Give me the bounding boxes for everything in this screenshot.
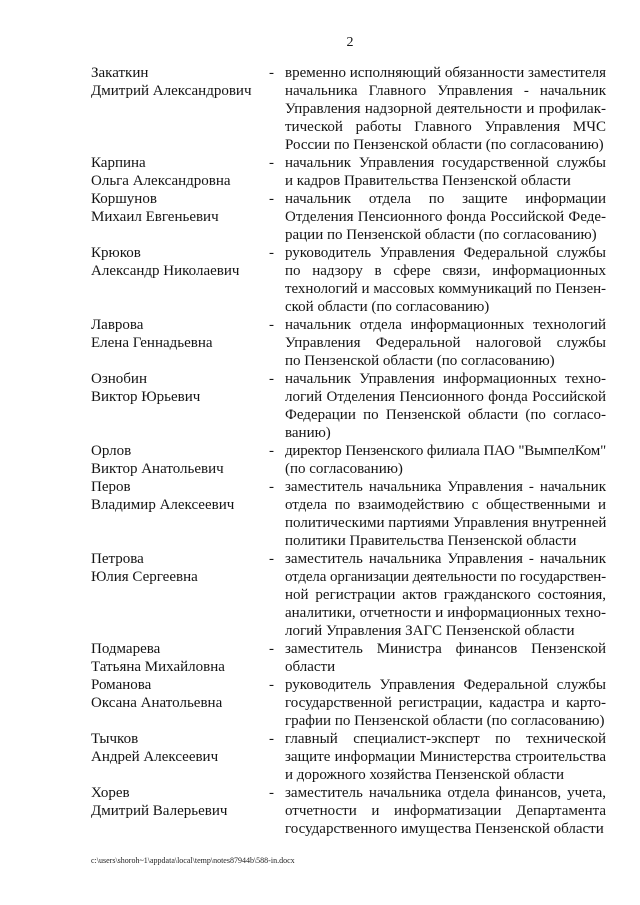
dash-separator: - bbox=[269, 479, 274, 495]
position-line: аналитики, отчетности и информационных техно- bbox=[285, 605, 606, 621]
member-position bbox=[285, 370, 606, 442]
position-line: рации по Пензенской области (по согласованию) bbox=[285, 227, 597, 243]
page-number: 2 bbox=[346, 35, 354, 50]
member-surname: Ознобин bbox=[91, 371, 147, 387]
member-entry bbox=[91, 190, 606, 244]
position-line: технологий и массовых коммуникаций по Пензен- bbox=[285, 281, 606, 297]
member-surname: Петрова bbox=[91, 551, 144, 567]
dash-separator: - bbox=[269, 191, 274, 207]
dash-separator: - bbox=[269, 371, 274, 387]
member-position bbox=[285, 64, 606, 154]
file-path-footer: c:\users\shoroh~1\appdata\local\temp\notes87944b\588-in.docx bbox=[91, 856, 295, 865]
member-position bbox=[285, 730, 606, 784]
position-line: заместитель начальника Управления - начальник bbox=[285, 551, 606, 567]
member-name bbox=[91, 676, 268, 730]
dash-separator: - bbox=[269, 245, 274, 261]
member-surname: Крюков bbox=[91, 245, 141, 261]
dash-separator: - bbox=[269, 443, 274, 459]
position-line: тической работы Главного Управления МЧС bbox=[285, 119, 606, 135]
position-line: и кадров Правительства Пензенской области bbox=[285, 173, 571, 189]
position-line: по Пензенской области (по согласованию) bbox=[285, 353, 555, 369]
dash-separator: - bbox=[269, 155, 274, 171]
member-name bbox=[91, 730, 268, 784]
member-given-names: Владимир Алексеевич bbox=[91, 497, 235, 513]
member-entry bbox=[91, 784, 606, 838]
dash-separator: - bbox=[269, 551, 274, 567]
member-surname: Орлов bbox=[91, 443, 132, 459]
member-surname: Подмарева bbox=[91, 641, 161, 657]
dash-separator: - bbox=[269, 317, 274, 333]
position-line: ной регистрации актов гражданского состояния, bbox=[285, 587, 606, 603]
position-line: и дорожного хозяйства Пензенской области bbox=[285, 767, 564, 783]
member-name bbox=[91, 550, 268, 640]
position-line: Управления Федеральной налоговой службы bbox=[285, 335, 606, 351]
position-line: отчетности и информатизации Департамента bbox=[285, 803, 606, 819]
member-entry bbox=[91, 244, 606, 316]
position-line: ской области (по согласованию) bbox=[285, 299, 490, 315]
member-position bbox=[285, 550, 606, 640]
member-position bbox=[285, 784, 606, 838]
member-entry bbox=[91, 64, 606, 154]
member-name bbox=[91, 478, 268, 550]
member-name bbox=[91, 154, 268, 190]
member-given-names: Дмитрий Валерьевич bbox=[91, 803, 228, 819]
member-entry bbox=[91, 730, 606, 784]
member-name bbox=[91, 244, 268, 316]
member-position bbox=[285, 244, 606, 316]
member-position bbox=[285, 640, 606, 676]
member-given-names: Михаил Евгеньевич bbox=[91, 209, 219, 225]
position-line: главный специалист-эксперт по технической bbox=[285, 731, 606, 747]
position-line: графии по Пензенской области (по согласованию) bbox=[285, 713, 605, 729]
member-surname: Романова bbox=[91, 677, 152, 693]
position-line: директор Пензенского филиала ПАО "ВымпелКом" bbox=[285, 443, 606, 459]
position-line: начальника Главного Управления - начальник bbox=[285, 83, 606, 99]
member-surname: Закаткин bbox=[91, 65, 149, 81]
position-line: руководитель Управления Федеральной службы bbox=[285, 245, 606, 261]
position-line: логий Отделения Пенсионного фонда Российской bbox=[285, 389, 606, 405]
member-entry bbox=[91, 370, 606, 442]
position-line: заместитель начальника отдела финансов, учета, bbox=[285, 785, 606, 801]
member-position bbox=[285, 676, 606, 730]
member-position bbox=[285, 316, 606, 370]
position-line: начальник Управления информационных техно- bbox=[285, 371, 606, 387]
position-line: заместитель начальника Управления - начальник bbox=[285, 479, 606, 495]
position-line: России по Пензенской области (по согласованию) bbox=[285, 137, 604, 153]
member-given-names: Елена Геннадьевна bbox=[91, 335, 213, 351]
position-line: логий Управления ЗАГС Пензенской области bbox=[285, 623, 575, 639]
member-name bbox=[91, 442, 268, 478]
position-line: политики Правительства Пензенской области bbox=[285, 533, 577, 549]
member-given-names: Дмитрий Александрович bbox=[91, 83, 252, 99]
member-position bbox=[285, 154, 606, 190]
position-line: по надзору в сфере связи, информационных bbox=[285, 263, 606, 279]
member-entry bbox=[91, 154, 606, 190]
member-position bbox=[285, 190, 606, 244]
member-position bbox=[285, 442, 606, 478]
member-given-names: Татьяна Михайловна bbox=[91, 659, 225, 675]
dash-separator: - bbox=[269, 677, 274, 693]
member-entry bbox=[91, 316, 606, 370]
member-entry bbox=[91, 640, 606, 676]
position-line: временно исполняющий обязанности заместителя bbox=[285, 65, 606, 81]
member-surname: Перов bbox=[91, 479, 131, 495]
position-line: государственной регистрации, кадастра и карто- bbox=[285, 695, 606, 711]
position-line: защите информации Министерства строительства bbox=[285, 749, 606, 765]
member-given-names: Оксана Анатольевна bbox=[91, 695, 223, 711]
position-line: начальник Управления государственной службы bbox=[285, 155, 606, 171]
position-line: начальник отдела по защите информации bbox=[285, 191, 606, 207]
position-line: Федерации по Пензенской области (по согласо- bbox=[285, 407, 606, 423]
position-line: области bbox=[285, 659, 336, 675]
position-line: отдела организации деятельности по государствен- bbox=[285, 569, 606, 585]
position-line: государственного имущества Пензенской области bbox=[285, 821, 604, 837]
member-name bbox=[91, 64, 268, 154]
members-list bbox=[91, 64, 606, 838]
position-line: заместитель Министра финансов Пензенской bbox=[285, 641, 606, 657]
member-given-names: Юлия Сергеевна bbox=[91, 569, 198, 585]
member-given-names: Ольга Александровна bbox=[91, 173, 231, 189]
member-entry bbox=[91, 550, 606, 640]
member-name bbox=[91, 640, 268, 676]
dash-separator: - bbox=[269, 785, 274, 801]
position-line: Отделения Пенсионного фонда Российской Феде- bbox=[285, 209, 606, 225]
member-name bbox=[91, 316, 268, 370]
member-given-names: Александр Николаевич bbox=[91, 263, 240, 279]
position-line: политическими партиями Управления внутренней bbox=[285, 515, 607, 531]
position-line: руководитель Управления Федеральной службы bbox=[285, 677, 606, 693]
member-surname: Лаврова bbox=[91, 317, 144, 333]
member-surname: Карпина bbox=[91, 155, 146, 171]
dash-separator: - bbox=[269, 641, 274, 657]
dash-separator: - bbox=[269, 65, 274, 81]
member-given-names: Виктор Юрьевич bbox=[91, 389, 201, 405]
member-entry bbox=[91, 478, 606, 550]
position-line: (по согласованию) bbox=[285, 461, 403, 477]
member-given-names: Виктор Анатольевич bbox=[91, 461, 224, 477]
member-name bbox=[91, 370, 268, 442]
member-name bbox=[91, 190, 268, 244]
member-surname: Тычков bbox=[91, 731, 139, 747]
position-line: начальник отдела информационных технологий bbox=[285, 317, 606, 333]
dash-separator: - bbox=[269, 731, 274, 747]
member-surname: Хорев bbox=[91, 785, 130, 801]
member-entry bbox=[91, 442, 606, 478]
position-line: Управления надзорной деятельности и профилак- bbox=[285, 101, 606, 117]
member-position bbox=[285, 478, 606, 550]
member-entry bbox=[91, 676, 606, 730]
member-given-names: Андрей Алексеевич bbox=[91, 749, 219, 765]
member-surname: Коршунов bbox=[91, 191, 157, 207]
member-name bbox=[91, 784, 268, 838]
position-line: отдела по взаимодействию с общественными и bbox=[285, 497, 606, 513]
position-line: ванию) bbox=[285, 425, 331, 441]
